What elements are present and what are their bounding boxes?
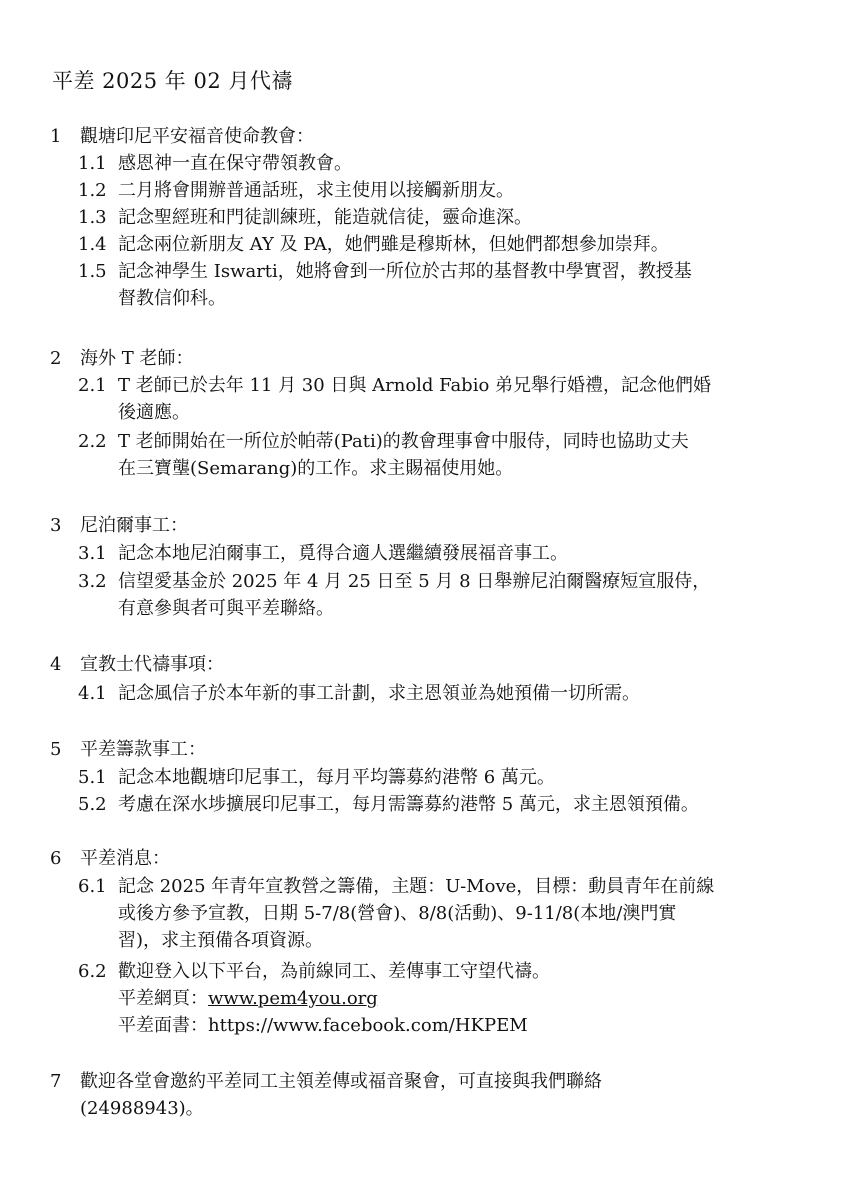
section-title: 海外 T 老師： — [80, 348, 194, 369]
list-item — [78, 204, 818, 231]
facebook-link[interactable]: https://www.facebook.com/HKPEM — [208, 1015, 528, 1036]
section-title: 歡迎各堂會邀約平差同工主領差傳或福音聚會，可直接與我們聯絡 — [80, 1071, 602, 1092]
item-number: 3.2 — [78, 571, 107, 592]
list-item — [78, 231, 818, 258]
list-item — [78, 764, 818, 791]
section-title: 平差消息： — [80, 848, 170, 869]
item-text: 記念聖經班和門徒訓練班，能造就信徒，靈命進深。 — [118, 207, 532, 228]
item-number: 6.2 — [78, 961, 107, 982]
item-text-continued: 習)，求主預備各項資源。 — [118, 930, 324, 951]
item-text: 記念風信子於本年新的事工計劃，求主恩領並為她預備一切所需。 — [118, 683, 640, 704]
list-item — [78, 372, 818, 426]
item-number: 4.1 — [78, 683, 107, 704]
section-number: 3 — [50, 515, 62, 536]
page-title: 平差 2025 年 02 月代禱 — [52, 69, 293, 93]
item-text: 考慮在深水埗擴展印尼事工，每月需籌募約港幣 5 萬元，求主恩領預備。 — [118, 794, 699, 815]
list-item — [78, 428, 818, 482]
list-item — [78, 150, 818, 177]
item-number: 3.1 — [78, 543, 107, 564]
item-text: T 老師開始在一所位於帕蒂(Pati)的教會理事會中服侍，同時也協助丈夫 — [118, 431, 689, 452]
list-item — [78, 791, 818, 818]
list-item — [78, 680, 818, 707]
section-number: 1 — [50, 126, 62, 147]
item-text: 記念兩位新朋友 AY 及 PA，她們雖是穆斯林，但她們都想參加崇拜。 — [118, 234, 669, 255]
item-text-continued: 在三寶壟(Semarang)的工作。求主賜福使用她。 — [118, 458, 514, 479]
list-item — [78, 258, 818, 312]
item-text: 記念 2025 年青年宣教營之籌備，主題：U-Move，目標：動員青年在前線 — [118, 876, 715, 897]
item-text-continued: 有意參與者可與平差聯絡。 — [118, 598, 334, 619]
list-item — [78, 958, 818, 985]
item-text: 記念本地尼泊爾事工，覓得合適人選繼續發展福音事工。 — [118, 543, 568, 564]
item-number: 5.1 — [78, 767, 107, 788]
facebook-label: 平差面書： — [118, 1015, 208, 1036]
item-text: 二月將會開辦普通話班，求主使用以接觸新朋友。 — [118, 180, 514, 201]
facebook-row — [118, 1012, 528, 1039]
item-number: 1.3 — [78, 207, 107, 228]
website-link[interactable]: www.pem4you.org — [208, 988, 378, 1009]
list-item — [78, 568, 818, 622]
item-number: 1.1 — [78, 153, 107, 174]
item-text-continued: 或後方參予宣教，日期 5-7/8(營會)、8/8(活動)、9-11/8(本地/澳門實 — [118, 903, 677, 924]
section-title: 觀塘印尼平安福音使命教會： — [80, 126, 314, 147]
section-number: 2 — [50, 348, 62, 369]
item-number: 1.5 — [78, 261, 107, 282]
item-number: 5.2 — [78, 794, 107, 815]
section-title: 尼泊爾事工： — [80, 515, 188, 536]
list-item — [78, 540, 818, 567]
section-number: 7 — [50, 1071, 62, 1092]
website-row — [118, 985, 378, 1012]
item-number: 1.4 — [78, 234, 107, 255]
list-item — [78, 177, 818, 204]
item-text: 記念神學生 Iswarti，她將會到一所位於古邦的基督教中學實習，教授基 — [118, 261, 692, 282]
section-number: 6 — [50, 848, 62, 869]
item-number: 6.1 — [78, 876, 107, 897]
website-label: 平差網頁： — [118, 988, 208, 1009]
item-text: 記念本地觀塘印尼事工，每月平均籌募約港幣 6 萬元。 — [118, 767, 555, 788]
list-item — [78, 873, 818, 954]
section-number: 5 — [50, 739, 62, 760]
contact-phone: (24988943)。 — [80, 1098, 204, 1119]
item-text: 歡迎登入以下平台，為前線同工、差傳事工守望代禱。 — [118, 961, 550, 982]
item-number: 1.2 — [78, 180, 107, 201]
item-text: 感恩神一直在保守帶領教會。 — [118, 153, 352, 174]
item-text: 信望愛基金於 2025 年 4 月 25 日至 5 月 8 日舉辦尼泊爾醫療短宣服侍， — [118, 571, 711, 592]
section-title: 宣教士代禱事項： — [80, 654, 224, 675]
item-number: 2.1 — [78, 375, 107, 396]
item-text-continued: 後適應。 — [118, 402, 190, 423]
item-text: T 老師已於去年 11 月 30 日與 Arnold Fabio 弟兄舉行婚禮，記念他們婚 — [118, 375, 712, 396]
section-number: 4 — [50, 654, 62, 675]
section-title: 平差籌款事工： — [80, 739, 206, 760]
item-number: 2.2 — [78, 431, 107, 452]
item-text-continued: 督教信仰科。 — [118, 288, 226, 309]
